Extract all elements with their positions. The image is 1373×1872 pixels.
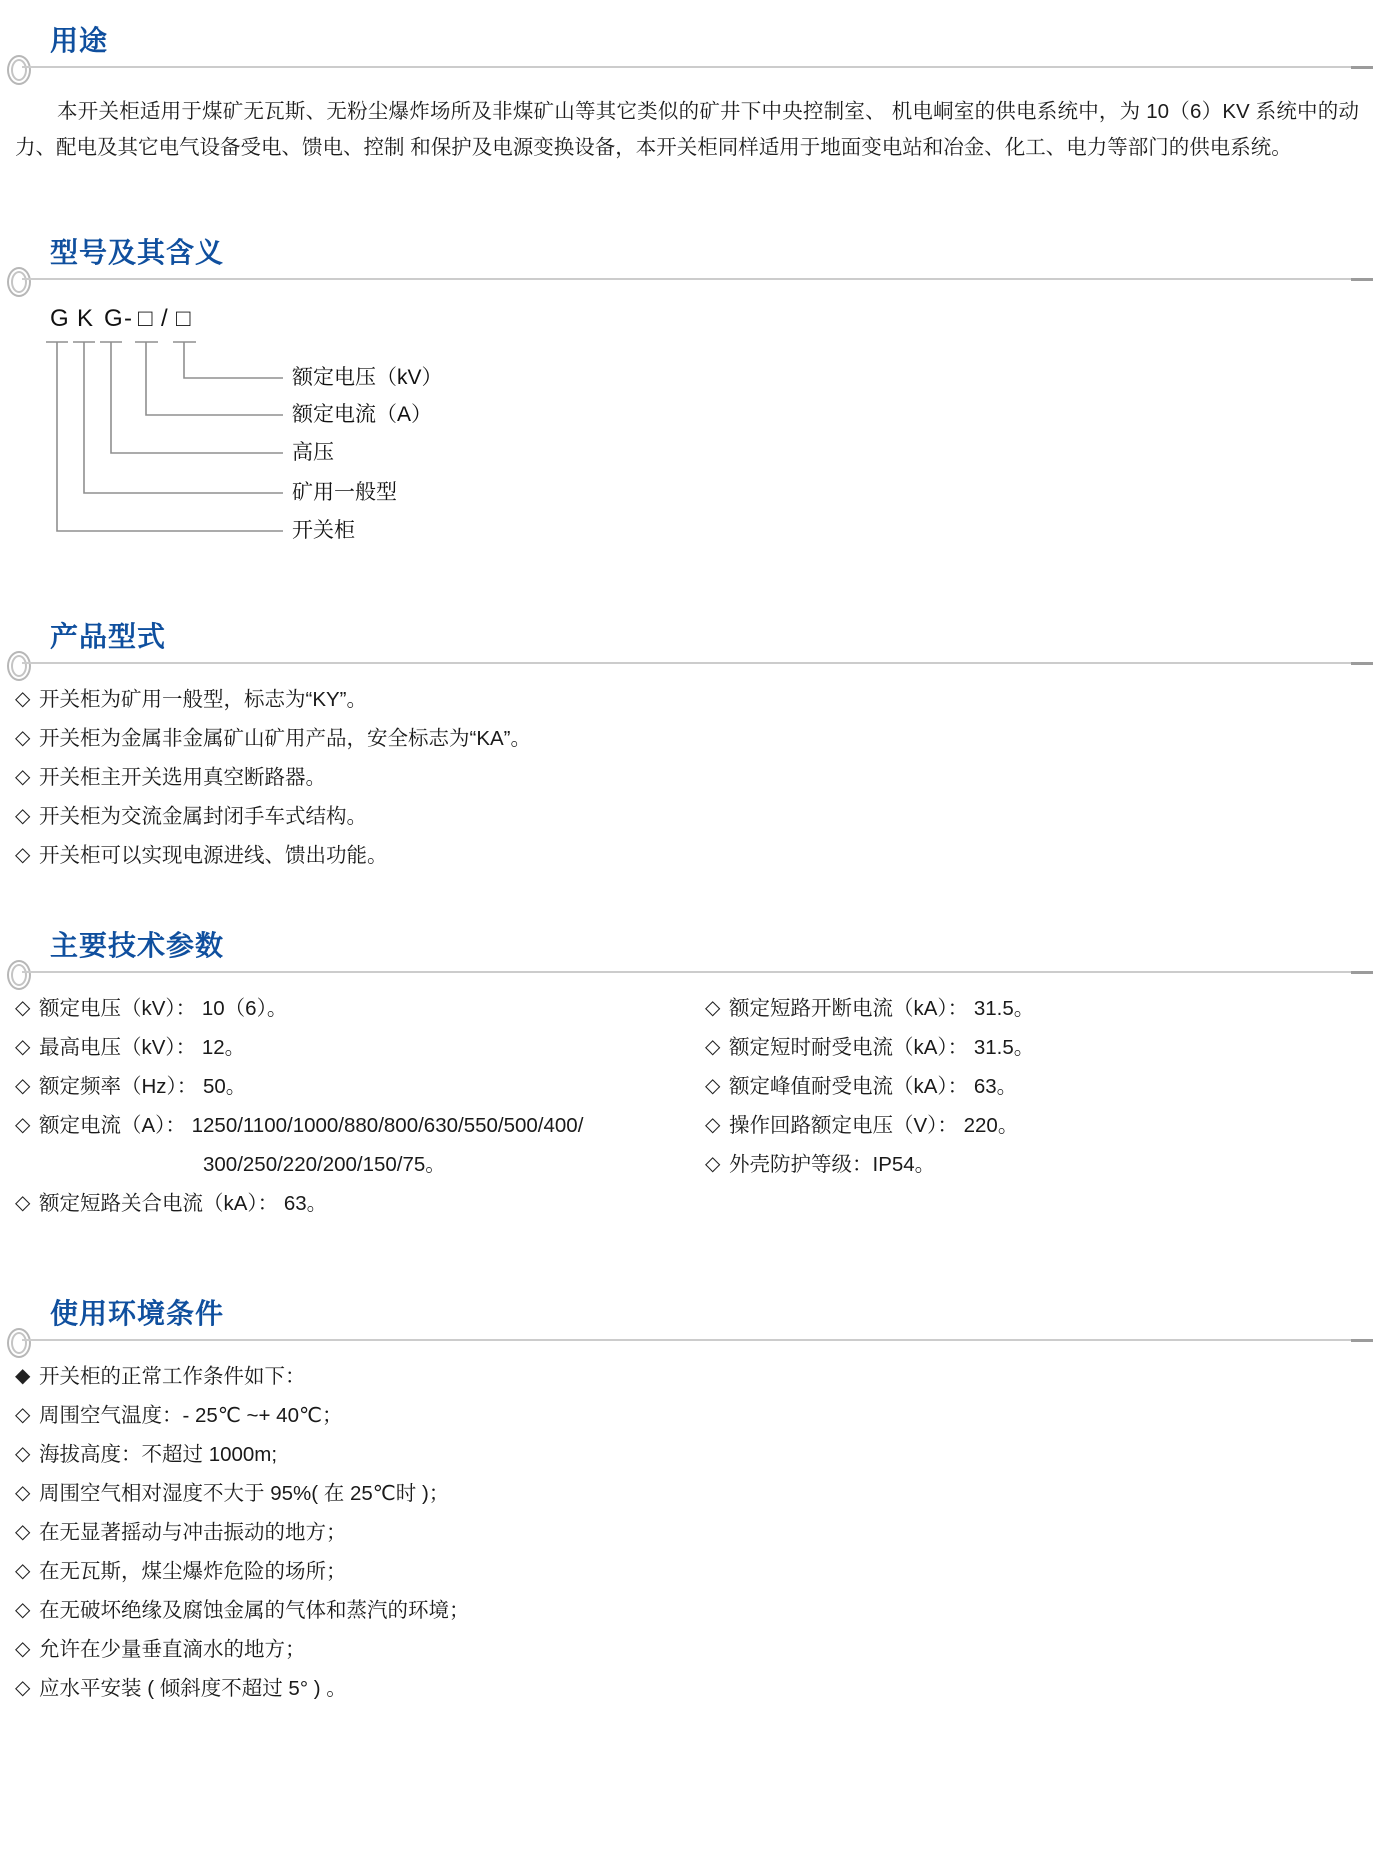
diamond-bullet-icon: ◇ <box>15 688 31 710</box>
model-label: 额定电流（A） <box>292 403 433 426</box>
diamond-bullet-icon: ◇ <box>15 1075 31 1097</box>
model-code-char: G <box>104 305 123 332</box>
diamond-bullet-icon: ◇ <box>15 1677 31 1699</box>
diamond-bullet-icon: ◇ <box>15 844 31 866</box>
section-head-product-type <box>0 620 1373 664</box>
model-code-char: / <box>161 305 168 332</box>
diamond-bullet-icon: ◇ <box>15 1482 31 1504</box>
env-item: ◇ 在无瓦斯，煤尘爆炸危险的场所； <box>15 1560 347 1583</box>
section-tech-params <box>0 929 1373 1231</box>
env-item: ◇ 应水平安装 ( 倾斜度不超过 5° ) 。 <box>15 1677 347 1700</box>
section-model <box>0 236 1373 545</box>
model-label: 矿用一般型 <box>292 481 397 504</box>
section-usage <box>0 24 1373 166</box>
diamond-bullet-icon: ◇ <box>15 1638 31 1660</box>
filled-diamond-bullet-icon: ◆ <box>15 1365 31 1387</box>
section-title-model: 型号及其含义 <box>50 237 225 268</box>
section-environment <box>0 1297 1373 1700</box>
section-title-tech-params: 主要技术参数 <box>50 930 225 961</box>
product-type-item: ◇ 开关柜可以实现电源进线、馈出功能。 <box>15 844 388 867</box>
model-code-char: K <box>77 305 94 332</box>
section-ring-icon <box>7 1328 31 1358</box>
section-product-type <box>0 620 1373 867</box>
section-head-usage <box>0 24 1373 68</box>
tech-param-item: ◇ 外壳防护等级：IP54。 <box>705 1153 936 1176</box>
section-head-model <box>0 236 1373 280</box>
section-title-environment: 使用环境条件 <box>50 1298 225 1329</box>
section-ring-icon <box>7 651 31 681</box>
tech-param-item: ◇ 额定电压（kV）： 10（6）。 <box>15 997 288 1020</box>
model-code-char: □ <box>138 305 153 332</box>
diamond-bullet-icon: ◇ <box>15 1036 31 1058</box>
model-label: 高压 <box>292 441 334 464</box>
tech-param-item-continuation: 300/250/220/200/150/75。 <box>203 1153 446 1176</box>
product-type-item: ◇ 开关柜主开关选用真空断路器。 <box>15 766 326 789</box>
model-diagram <box>0 280 1373 545</box>
diamond-bullet-icon: ◇ <box>705 1036 721 1058</box>
section-ring-icon <box>7 55 31 85</box>
tech-param-item: ◇ 最高电压（kV）： 12。 <box>15 1036 246 1059</box>
section-title-usage: 用途 <box>50 25 109 56</box>
tech-param-item: ◇ 额定频率（Hz）： 50。 <box>15 1075 247 1098</box>
product-type-item: ◇ 开关柜为矿用一般型，标志为“KY”。 <box>15 688 367 711</box>
model-code-char: - <box>124 305 132 332</box>
tech-param-item: ◇ 操作回路额定电压（V）： 220。 <box>705 1114 1019 1137</box>
tech-param-item: ◇ 额定电流（A）： 1250/1100/1000/880/800/630/550/500/400/ <box>15 1114 584 1137</box>
model-code-char: □ <box>176 305 191 332</box>
usage-paragraph: 本开关柜适用于煤矿无瓦斯、无粉尘爆炸场所及非煤矿山等其它类似的矿井下中央控制室、 机电峒室的供电系统中，为 10（6）KV 系统中的动力、配电及其它电气设备受电、馈电、控制 和保护及电源变换设备，本开关柜同样适用于地面变电站和冶金、化工、电力等部门的供电系统。 <box>15 100 1359 159</box>
env-item: ◇ 在无显著摇动与冲击振动的地方； <box>15 1521 347 1544</box>
section-head-environment <box>0 1297 1373 1341</box>
model-label: 开关柜 <box>292 519 355 542</box>
diamond-bullet-icon: ◇ <box>15 766 31 788</box>
section-rule <box>22 971 1373 973</box>
model-label: 额定电压（kV） <box>292 366 443 389</box>
tech-param-item: ◇ 额定短路关合电流（kA）： 63。 <box>15 1192 328 1215</box>
env-item: ◇ 周围空气温度：- 25℃ ~+ 40℃； <box>15 1404 343 1427</box>
diamond-bullet-icon: ◇ <box>15 805 31 827</box>
diamond-bullet-icon: ◇ <box>705 1153 721 1175</box>
diamond-bullet-icon: ◇ <box>15 1560 31 1582</box>
diamond-bullet-icon: ◇ <box>15 1114 31 1136</box>
product-type-item: ◇ 开关柜为交流金属封闭手车式结构。 <box>15 805 367 828</box>
env-item: ◇ 允许在少量垂直滴水的地方； <box>15 1638 306 1661</box>
tech-params-columns <box>15 997 1373 1231</box>
env-item: ◇ 海拔高度：不超过 1000m; <box>15 1443 278 1466</box>
product-type-list <box>15 688 1373 867</box>
diamond-bullet-icon: ◇ <box>15 727 31 749</box>
env-item: ◇ 在无破坏绝缘及腐蚀金属的气体和蒸汽的环境； <box>15 1599 470 1622</box>
tech-params-left-column <box>15 997 705 1231</box>
section-head-tech-params <box>0 929 1373 973</box>
model-code-char: G <box>50 305 69 332</box>
env-item: ◆ 开关柜的正常工作条件如下： <box>15 1365 306 1388</box>
tech-params-right-column <box>705 997 1373 1231</box>
tech-param-item: ◇ 额定短路开断电流（kA）： 31.5。 <box>705 997 1035 1020</box>
section-title-product-type: 产品型式 <box>50 621 167 652</box>
diamond-bullet-icon: ◇ <box>15 1521 31 1543</box>
section-rule <box>22 662 1373 664</box>
diamond-bullet-icon: ◇ <box>705 1075 721 1097</box>
product-type-item: ◇ 开关柜为金属非金属矿山矿用产品，安全标志为“KA”。 <box>15 727 531 750</box>
diamond-bullet-icon: ◇ <box>15 1404 31 1426</box>
diamond-bullet-icon: ◇ <box>15 1599 31 1621</box>
diamond-bullet-icon: ◇ <box>15 1443 31 1465</box>
diamond-bullet-icon: ◇ <box>705 1114 721 1136</box>
section-rule <box>22 1339 1373 1341</box>
environment-list <box>15 1365 1373 1700</box>
section-rule <box>22 66 1373 68</box>
tech-param-item: ◇ 额定短时耐受电流（kA）： 31.5。 <box>705 1036 1035 1059</box>
diamond-bullet-icon: ◇ <box>15 1192 31 1214</box>
env-item: ◇ 周围空气相对湿度不大于 95%( 在 25℃时 )； <box>15 1482 450 1505</box>
diamond-bullet-icon: ◇ <box>705 997 721 1019</box>
diamond-bullet-icon: ◇ <box>15 997 31 1019</box>
section-ring-icon <box>7 960 31 990</box>
tech-param-item: ◇ 额定峰值耐受电流（kA）： 63。 <box>705 1075 1018 1098</box>
